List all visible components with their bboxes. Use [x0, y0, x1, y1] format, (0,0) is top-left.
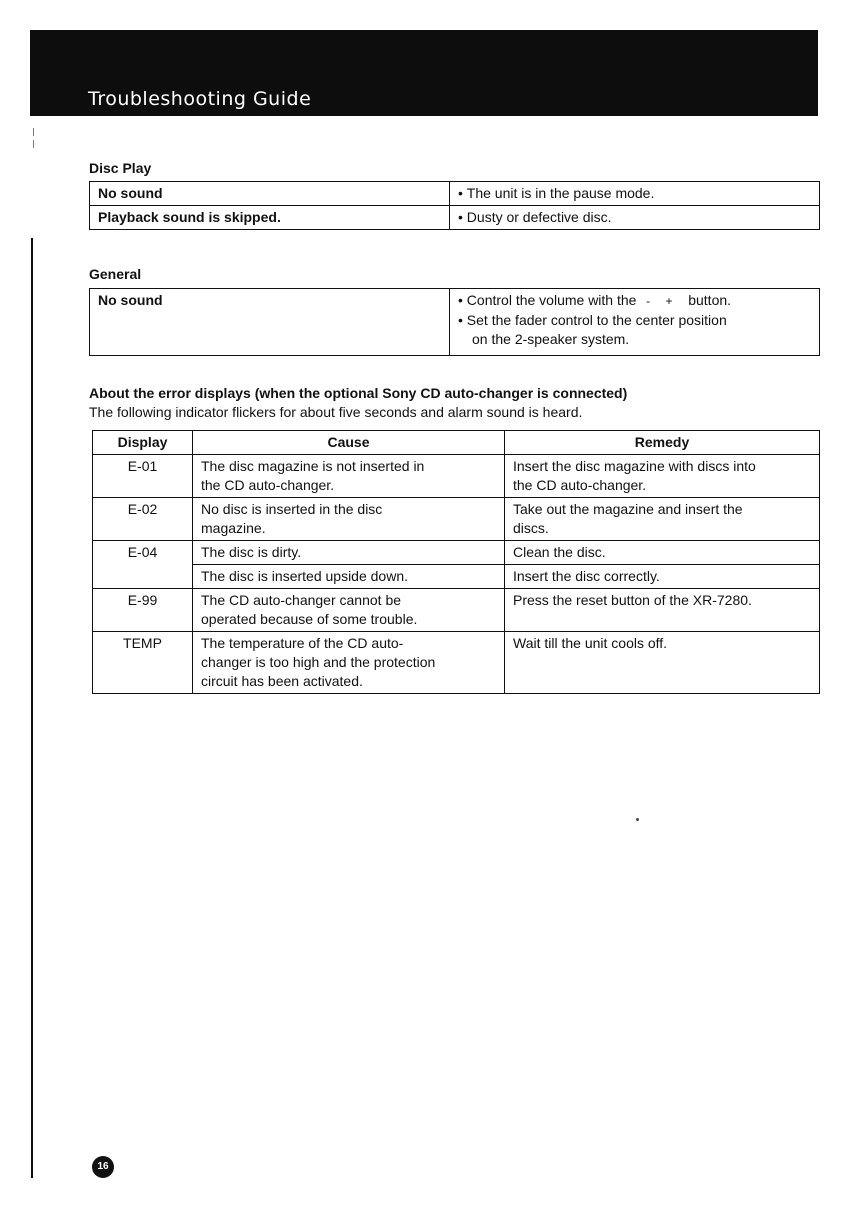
cause-line: The CD auto-changer cannot be [201, 592, 402, 608]
cause-cell [193, 632, 505, 694]
error-code: E-02 [93, 498, 193, 541]
cause-cell [193, 498, 505, 541]
disc-play-table [89, 181, 820, 230]
remedy-line [458, 291, 811, 311]
remedy-line: the CD auto-changer. [513, 477, 647, 493]
remedy-cell [505, 498, 820, 541]
cause-line: The disc is inserted upside down. [201, 568, 408, 584]
remedy-line: Insert the disc magazine with discs into [513, 458, 756, 474]
remedy-text: • Control the volume with the [458, 292, 636, 308]
remedy-cell [505, 541, 820, 565]
column-header-remedy: Remedy [505, 431, 820, 455]
cause-line: operated because of some trouble. [201, 611, 418, 627]
remedy-cell [450, 182, 820, 206]
margin-tick [33, 128, 34, 136]
remedy-text: • The unit is in the pause mode. [458, 185, 654, 201]
error-code: E-04 [93, 541, 193, 589]
remedy-text: • Dusty or defective disc. [458, 209, 612, 225]
page-number-badge: 16 [92, 1156, 114, 1178]
error-code: E-01 [93, 455, 193, 498]
remedy-cell [450, 289, 820, 356]
general-table [89, 288, 820, 356]
margin-tick [33, 140, 34, 148]
table-row [93, 632, 820, 694]
table-header-row [93, 431, 820, 455]
remedy-line: Press the reset button of the XR-7280. [513, 592, 752, 608]
cause-line: magazine. [201, 520, 266, 536]
cause-line: changer is too high and the protection [201, 654, 436, 670]
column-header-cause: Cause [193, 431, 505, 455]
remedy-cell [505, 589, 820, 632]
table-row [90, 182, 820, 206]
table-row [90, 289, 820, 356]
remedy-cell [505, 632, 820, 694]
remedy-line: on the 2-speaker system. [472, 331, 630, 347]
symptom-cell: No sound [90, 182, 450, 206]
cause-line: No disc is inserted in the disc [201, 501, 383, 517]
error-table [92, 430, 820, 694]
speck [636, 818, 639, 821]
remedy-text: button. [688, 292, 732, 308]
remedy-line: Wait till the unit cools off. [513, 635, 668, 651]
remedy-cell [450, 206, 820, 230]
error-code: E-99 [93, 589, 193, 632]
volume-button-icon: - + [646, 294, 679, 308]
left-margin-rule [31, 238, 33, 1178]
table-row [93, 541, 820, 565]
cause-line: The temperature of the CD auto- [201, 635, 404, 651]
cause-line: The disc magazine is not inserted in [201, 458, 425, 474]
error-displays-intro: The following indicator flickers for about five seconds and alarm sound is heard. [89, 404, 583, 420]
page-title: Troubleshooting Guide [88, 88, 312, 110]
cause-cell [193, 565, 505, 589]
symptom-cell: No sound [90, 289, 450, 356]
remedy-line: Clean the disc. [513, 544, 606, 560]
header-bar [30, 30, 818, 116]
table-row [93, 498, 820, 541]
remedy-line: discs. [513, 520, 549, 536]
symptom-cell: Playback sound is skipped. [90, 206, 450, 230]
cause-cell [193, 455, 505, 498]
remedy-line: Take out the magazine and insert the [513, 501, 743, 517]
error-code: TEMP [93, 632, 193, 694]
table-row [93, 455, 820, 498]
disc-play-title: Disc Play [89, 160, 152, 176]
cause-line: the CD auto-changer. [201, 477, 335, 493]
general-title: General [89, 266, 142, 282]
remedy-cell [505, 455, 820, 498]
error-displays-title: About the error displays (when the optional Sony CD auto-changer is connected) [89, 385, 628, 401]
table-row [93, 565, 820, 589]
cause-cell [193, 589, 505, 632]
cause-cell [193, 541, 505, 565]
table-row [93, 589, 820, 632]
cause-line: circuit has been activated. [201, 673, 363, 689]
cause-line: The disc is dirty. [201, 544, 302, 560]
remedy-line: • Set the fader control to the center position [458, 311, 811, 330]
remedy-line: Insert the disc correctly. [513, 568, 660, 584]
table-row [90, 206, 820, 230]
remedy-cell [505, 565, 820, 589]
column-header-display: Display [93, 431, 193, 455]
